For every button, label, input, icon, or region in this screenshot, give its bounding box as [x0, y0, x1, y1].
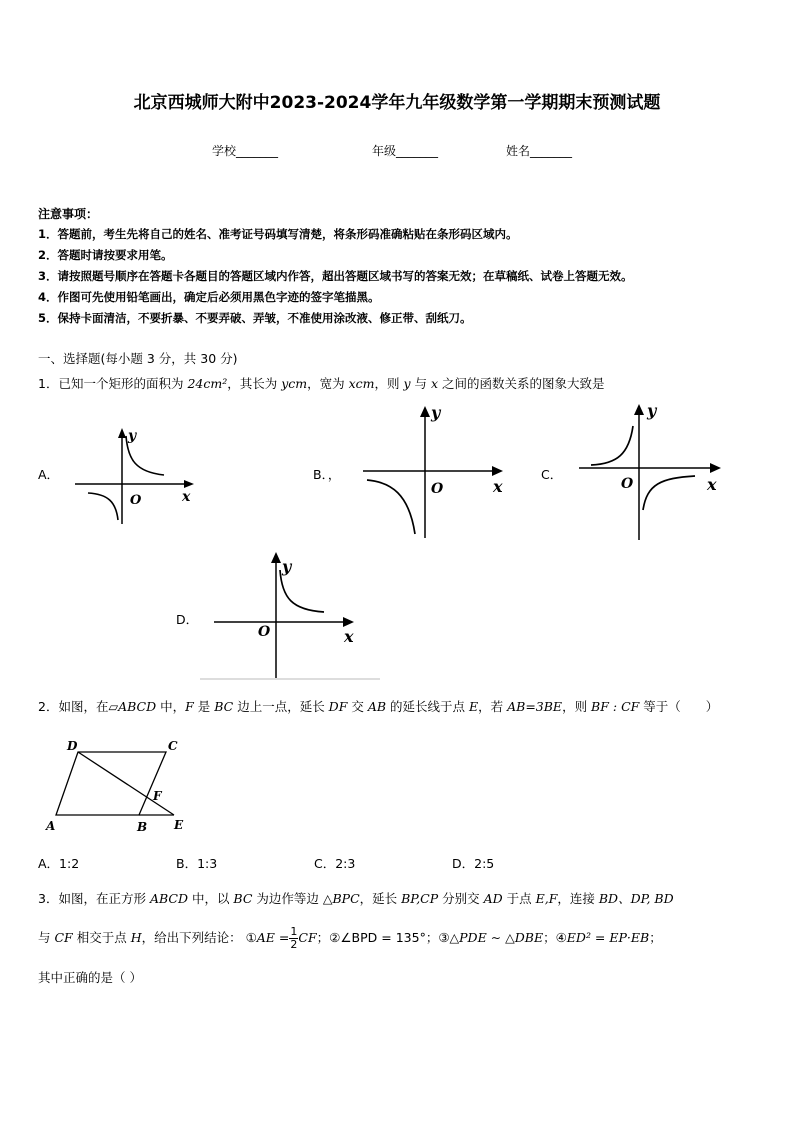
x-axis-label: x [493, 477, 503, 496]
question-3-line-2: 与 CF 相交于点 H，给出下列结论： ①AE = $\frac{1}{2}$ CF；②∠BPD = 135°；③△PDE ∼ △DBE；④ED² = EP·EB； [38, 925, 662, 951]
fraction-one-half: $\frac{1}{2}$ [290, 925, 298, 951]
origin-label: O [431, 481, 444, 497]
q2-option-d: D．2:5 [452, 856, 495, 871]
origin-label: O [130, 493, 142, 508]
option-a-label: A． [38, 467, 60, 482]
graph-option-d [200, 546, 380, 682]
grade-field: 年级_______ [372, 144, 439, 158]
y-axis-label: y [431, 403, 441, 422]
origin-label: O [258, 624, 271, 640]
graph-option-c [575, 398, 735, 543]
graph-option-b [355, 398, 515, 543]
notice-item: 2．答题时请按要求用笔。 [38, 248, 173, 262]
point-f-label: F [153, 789, 162, 803]
graph-option-a [70, 420, 200, 530]
option-b-label: B．， [313, 467, 341, 482]
notice-item: 4．作图可先使用铅笔画出，确定后必须用黑色字迹的签字笔描黑。 [38, 290, 380, 304]
option-c-label: C． [541, 467, 563, 482]
point-a-label: A [46, 819, 56, 833]
y-axis-label: y [647, 401, 657, 420]
question-3-line-1: 3．如图，在正方形 ABCD 中，以 BC 为边作等边 △BPC，延长 BP,CP 分别交 AD 于点 E,F，连接 BD、DP, BD [38, 891, 674, 906]
question-3-line-3: 其中正确的是（ ） [38, 970, 142, 985]
point-d-label: D [67, 739, 78, 753]
name-field: 姓名_______ [506, 144, 573, 158]
option-d-label: D． [176, 612, 199, 627]
notice-heading: 注意事项： [38, 207, 99, 221]
notice-item: 3．请按照题号顺序在答题卡各题目的答题区域内作答，超出答题区域书写的答案无效；在草稿纸、试卷上答题无效。 [38, 269, 633, 283]
q2-option-a: A．1:2 [38, 856, 80, 871]
q2-option-c: C．2:3 [314, 856, 356, 871]
y-axis-label: y [282, 557, 292, 576]
x-axis-label: x [182, 489, 191, 505]
y-axis-label: y [128, 428, 137, 444]
section-heading: 一、选择题(每小题 3 分，共 30 分) [38, 351, 238, 366]
page-title: 北京西城师大附中2023-2024学年九年级数学第一学期期末预测试题 [133, 93, 661, 113]
notice-item: 5．保持卡面清洁，不要折暴、不要弄破、弄皱，不准使用涂改液、修正带、刮纸刀。 [38, 311, 472, 325]
point-e-label: E [174, 818, 184, 832]
point-c-label: C [168, 739, 178, 753]
origin-label: O [621, 476, 634, 492]
x-axis-label: x [344, 627, 354, 646]
question-2-stem: 2．如图，在▱ABCD 中，F 是 BC 边上一点，延长 DF 交 AB 的延长线于点 E，若 AB=3BE，则 BF : CF 等于（ ） [38, 699, 719, 714]
question-1-stem: 1．已知一个矩形的面积为 24cm²，其长为 ycm，宽为 xcm，则 y 与 x 之间的函数关系的图象大致是 [38, 376, 605, 391]
x-axis-label: x [707, 475, 717, 494]
point-b-label: B [137, 820, 148, 834]
q2-option-b: B．1:3 [176, 856, 218, 871]
notice-item: 1．答题前，考生先将自己的姓名、准考证号码填写清楚，将条形码准确粘贴在条形码区域内。 [38, 227, 518, 241]
parallelogram-figure [40, 734, 210, 838]
school-field: 学校_______ [212, 144, 279, 158]
